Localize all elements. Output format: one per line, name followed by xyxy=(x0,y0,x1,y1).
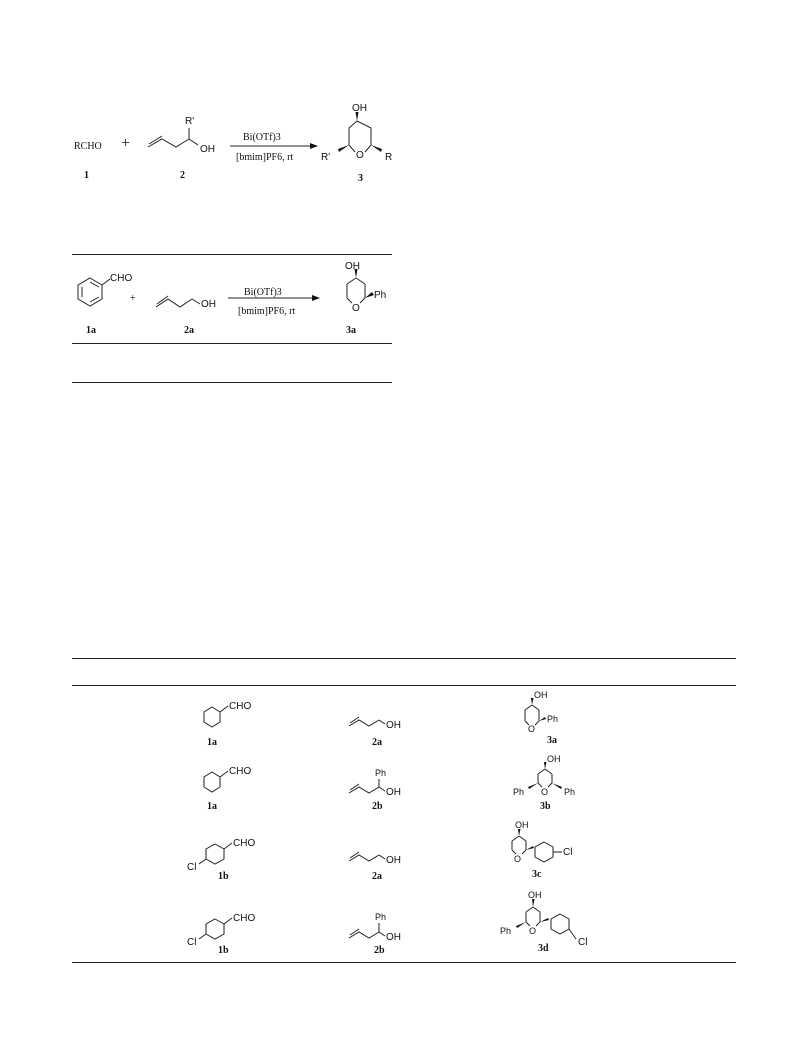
chloro-label: Cl xyxy=(187,862,197,873)
alcohol-number: 2b xyxy=(374,945,385,956)
right-substituent-label: Ph xyxy=(564,787,576,797)
product-number: 3b xyxy=(540,801,551,812)
aldehyde-number: 1b xyxy=(218,871,229,882)
ring-oxygen-label: O xyxy=(528,724,536,734)
alcohol-structure xyxy=(345,708,405,733)
oh-label: OH xyxy=(515,820,529,830)
alcohol-number: 2a xyxy=(372,871,382,882)
table-1-header-rule xyxy=(72,343,392,344)
alcohol-structure xyxy=(345,765,405,800)
product-r-prime-label: R' xyxy=(321,152,331,163)
cho-label: CHO xyxy=(229,766,252,777)
ring-oxygen-label: O xyxy=(356,150,364,161)
product-number: 3d xyxy=(538,943,549,954)
phenyl-label: Ph xyxy=(375,768,387,778)
oh-label: OH xyxy=(201,299,216,310)
oh-label: OH xyxy=(386,720,401,731)
oh-label: OH xyxy=(386,787,401,798)
product-structure xyxy=(498,885,608,950)
product-number: 3a xyxy=(547,735,557,746)
product-structure xyxy=(505,752,595,802)
alcohol-number: 2a xyxy=(372,737,382,748)
product-structure xyxy=(500,815,600,875)
aldehyde-number: 1b xyxy=(218,945,229,956)
product-number: 3c xyxy=(532,869,542,880)
chloro-label: Cl xyxy=(187,937,197,948)
tetrahydropyranol-product-structure xyxy=(315,100,415,172)
conditions-label: [bmim]PF6, rt xyxy=(238,306,296,317)
reactant-1-label: RCHO xyxy=(74,141,102,152)
oh-label: OH xyxy=(528,890,542,900)
product-structure xyxy=(510,688,590,738)
ring-oxygen-label: O xyxy=(529,926,537,936)
reactant-1-number: 1 xyxy=(84,170,89,181)
table-1-bottom-rule xyxy=(72,382,392,383)
product-3a-structure xyxy=(325,258,405,323)
left-substituent-label: Ph xyxy=(500,926,512,936)
product-oh-label: OH xyxy=(352,103,367,114)
chloro-label: Cl xyxy=(578,937,588,948)
r-prime-label: R' xyxy=(185,116,195,127)
cho-label: CHO xyxy=(233,838,256,849)
cho-label: CHO xyxy=(110,273,133,284)
ring-oxygen-label: O xyxy=(541,787,549,797)
alcohol-structure xyxy=(345,843,405,868)
reactant-2a-number: 2a xyxy=(184,325,194,336)
butenol-structure xyxy=(150,285,220,315)
reaction-arrow xyxy=(228,293,320,303)
reagent-label: Bi(OTf)3 xyxy=(243,132,281,143)
aldehyde-structure xyxy=(192,695,262,735)
homoallylic-alcohol-structure xyxy=(140,110,220,160)
plus-sign: + xyxy=(130,293,136,304)
left-substituent-label: Ph xyxy=(513,787,525,797)
oh-label: OH xyxy=(534,690,548,700)
phenyl-label: Ph xyxy=(375,912,387,922)
oh-label: OH xyxy=(386,932,401,943)
ring-oxygen-label: O xyxy=(514,854,522,864)
oh-label: OH xyxy=(386,855,401,866)
reaction-arrow xyxy=(230,141,320,151)
reactant-2-number: 2 xyxy=(180,170,185,181)
conditions-label: [bmim]PF6, rt xyxy=(236,152,294,163)
ring-oxygen-label: O xyxy=(352,303,360,314)
oh-label: OH xyxy=(547,754,561,764)
table-1-top-rule xyxy=(72,254,392,255)
plus-sign: + xyxy=(121,135,131,152)
reagent-label: Bi(OTf)3 xyxy=(244,287,282,298)
reactant-1a-number: 1a xyxy=(86,325,96,336)
substituent-label: Ph xyxy=(547,714,559,724)
table-2-header-rule xyxy=(72,685,736,686)
product-number: 3 xyxy=(358,173,363,184)
aldehyde-number: 1a xyxy=(207,801,217,812)
product-3a-number: 3a xyxy=(346,325,356,336)
aldehyde-number: 1a xyxy=(207,737,217,748)
table-2-top-rule xyxy=(72,658,736,659)
product-oh-label: OH xyxy=(345,261,360,272)
aldehyde-structure xyxy=(185,905,270,950)
cho-label: CHO xyxy=(233,913,256,924)
aldehyde-structure xyxy=(185,830,270,875)
oh-label: OH xyxy=(200,144,215,155)
alcohol-number: 2b xyxy=(372,801,383,812)
aldehyde-structure xyxy=(192,760,262,800)
product-r-label: R xyxy=(385,152,393,163)
phenyl-label: Ph xyxy=(374,290,387,301)
cho-label: CHO xyxy=(229,701,252,712)
chloro-label: Cl xyxy=(563,847,573,858)
alcohol-structure xyxy=(345,908,405,946)
table-2-bottom-rule xyxy=(72,962,736,963)
